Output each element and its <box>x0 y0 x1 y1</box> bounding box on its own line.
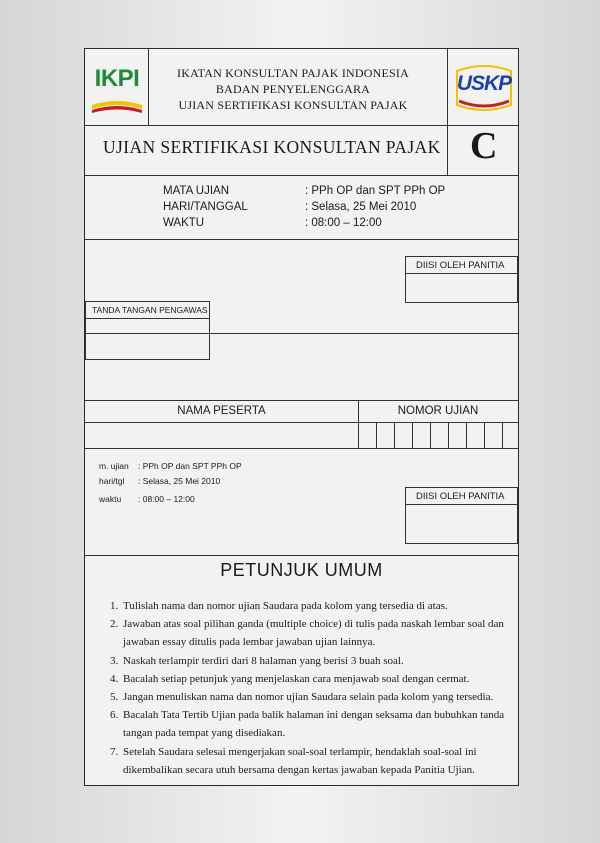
petunjuk-item: 7. Setelah Saudara selesai mengerjakan soal-soal terlampir, hendaklah soal-soal ini dikembalikan secara utuh bersama dengan kertas jawaban kepada Panitia Ujian. <box>121 743 517 779</box>
title-bottom-line <box>85 175 518 176</box>
nomor-cell-divider <box>376 422 377 448</box>
org-line-2: BADAN PENYELENGGARA <box>215 82 371 96</box>
header-bottom-line <box>85 125 518 126</box>
stub-labels <box>99 459 129 507</box>
petunjuk-top-line <box>85 555 518 556</box>
org-line-1: IKATAN KONSULTAN PAJAK INDONESIA <box>177 66 409 80</box>
label-waktu: WAKTU <box>163 217 205 229</box>
petunjuk-item: 1. Tulislah nama dan nomor ujian Saudara pada kolom yang tersedia di atas. <box>121 597 517 615</box>
stub-label-mata-ujian: m. ujian <box>99 461 129 471</box>
nomor-cell-divider <box>448 422 449 448</box>
uskp-logo <box>453 61 515 115</box>
nama-peserta-field[interactable] <box>85 423 358 448</box>
stub-panitia-label-box <box>405 487 518 505</box>
nomor-ujian-label: NOMOR UJIAN <box>397 405 479 417</box>
peserta-bottom-line <box>85 448 518 449</box>
exam-title: UJIAN SERTIFIKASI KONSULTAN PAJAK <box>103 137 441 157</box>
info-bottom-line <box>85 239 518 240</box>
petunjuk-title: PETUNJUK UMUM <box>220 560 383 580</box>
nomor-cell-divider <box>484 422 485 448</box>
header-divider-left <box>148 49 149 125</box>
nama-peserta-label: NAMA PESERTA <box>177 405 266 417</box>
stub-value-waktu: : 08:00 – 12:00 <box>138 494 195 504</box>
stub-value-mata-ujian: : PPh OP dan SPT PPh OP <box>138 461 242 471</box>
peserta-top-line <box>85 400 518 401</box>
organization-header <box>155 65 431 113</box>
stub-panitia-label: DIISI OLEH PANITIA <box>416 491 505 502</box>
nomor-cell-divider <box>502 422 503 448</box>
header-divider-right <box>447 49 448 175</box>
ikpi-logo-text: IKPI <box>94 65 140 92</box>
exam-version-letter: C <box>470 125 498 167</box>
stub-panitia-field-box <box>405 504 518 544</box>
stub-value-hari-tgl: : Selasa, 25 Mei 2010 <box>138 476 221 486</box>
pengawas-label-box <box>85 301 210 319</box>
value-mata-ujian: : PPh OP dan SPT PPh OP <box>305 185 446 197</box>
exam-info-labels <box>163 183 248 231</box>
nomor-cell-divider <box>394 422 395 448</box>
petunjuk-item: 3. Naskah terlampir terdiri dari 8 halaman yang berisi 3 buah soal. <box>121 652 517 670</box>
panitia-label: DIISI OLEH PANITIA <box>416 260 505 271</box>
ikpi-logo <box>90 61 144 115</box>
nomor-cell-divider <box>412 422 413 448</box>
petunjuk-item: 2. Jawaban atas soal pilihan ganda (multiple choice) di tulis pada naskah lembar soal dan jawaban essay ditulis pada lembar jawaban ujian lainnya. <box>121 615 517 651</box>
petunjuk-item: 6. Bacalah Tata Tertib Ujian pada balik halaman ini dengan seksama dan bubuhkan tanda tangan pada tempat yang disediakan. <box>121 706 517 742</box>
pengawas-label: TANDA TANGAN PENGAWAS <box>92 305 208 315</box>
value-waktu: : 08:00 – 12:00 <box>305 217 382 229</box>
petunjuk-item: 5. Jangan menuliskan nama dan nomor ujian Saudara selain pada kolom yang tersedia. <box>121 688 517 706</box>
petunjuk-item: 4. Bacalah setiap petunjuk yang menjelaskan cara menjawab soal dengan cermat. <box>121 670 517 688</box>
stub-label-hari-tgl: hari/tgl <box>99 476 125 486</box>
pengawas-signature-box[interactable] <box>85 318 210 360</box>
label-mata-ujian: MATA UJIAN <box>163 185 230 197</box>
org-line-3: UJIAN SERTIFIKASI KONSULTAN PAJAK <box>178 98 408 112</box>
petunjuk-list <box>99 597 517 779</box>
uskp-logo-text: USKP <box>456 72 512 95</box>
panitia-field-box <box>405 273 518 303</box>
label-hari-tanggal: HARI/TANGGAL <box>163 201 248 213</box>
exam-cover-sheet <box>84 48 519 786</box>
nomor-cell-divider <box>430 422 431 448</box>
stub-values <box>138 459 242 507</box>
exam-info-values <box>305 183 445 231</box>
nomor-cell-divider <box>466 422 467 448</box>
mid-separator-line <box>85 333 518 334</box>
value-hari-tanggal: : Selasa, 25 Mei 2010 <box>305 201 417 213</box>
panitia-label-box <box>405 256 518 274</box>
stub-label-waktu: waktu <box>99 494 122 504</box>
